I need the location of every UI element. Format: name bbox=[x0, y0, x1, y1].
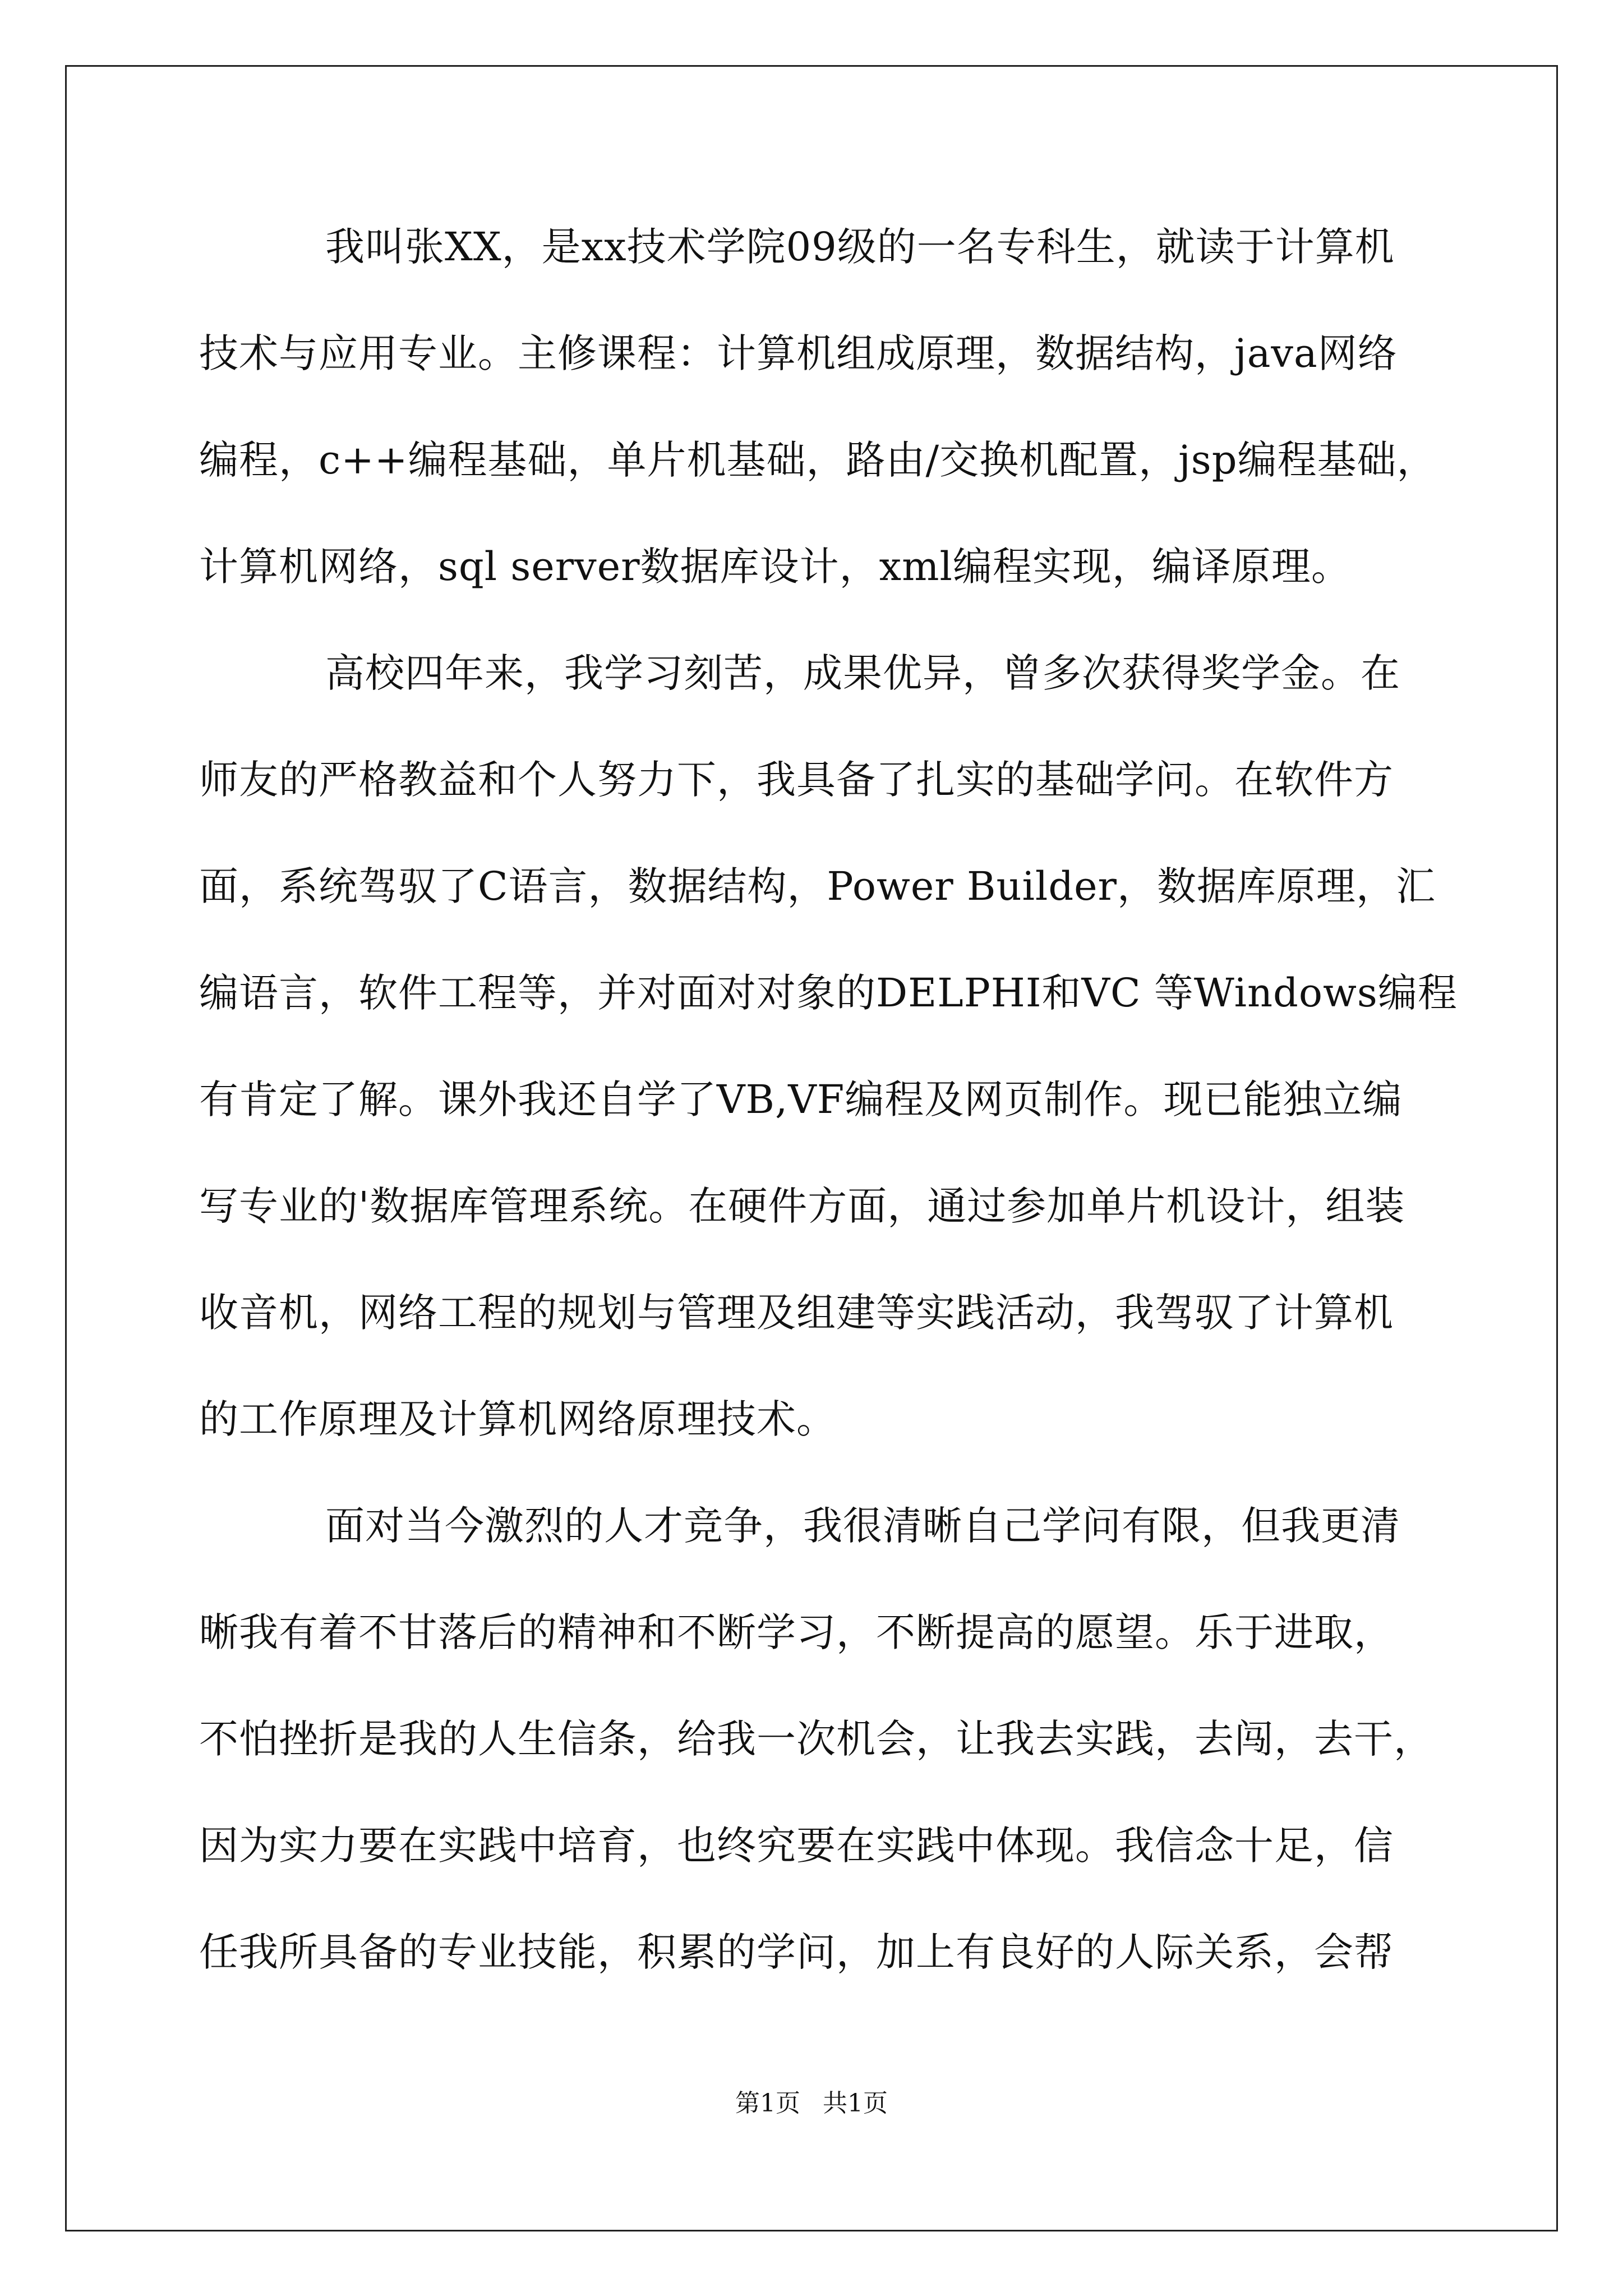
paragraph-3-line-2: 晰我有着不甘落后的精神和不断学习，不断提高的愿望。乐于进取， bbox=[199, 1609, 1394, 1655]
paragraph-2-line-5: 有肯定了解。课外我还自学了VB,VF编程及网页制作。现已能独立编 bbox=[199, 1076, 1403, 1122]
page-border bbox=[65, 65, 1558, 2231]
page-total-label: 共1页 bbox=[823, 2089, 888, 2118]
paragraph-3-line-3: 不怕挫折是我的人生信条，给我一次机会，让我去实践，去闯，去干， bbox=[199, 1716, 1433, 1762]
paragraph-3-line-1: 面对当今激烈的人才竞争，我很清晰自己学问有限，但我更清 bbox=[325, 1503, 1400, 1549]
paragraph-2-line-7: 收音机，网络工程的规划与管理及组建等实践活动，我驾驭了计算机 bbox=[199, 1290, 1394, 1336]
paragraph-2-line-1: 高校四年来，我学习刻苦，成果优异，曾多次获得奖学金。在 bbox=[325, 650, 1400, 696]
paragraph-2-line-4: 编语言，软件工程等，并对面对对象的DELPHI和VC 等Windows编程 bbox=[199, 970, 1458, 1016]
paragraph-2-line-2: 师友的严格教益和个人努力下，我具备了扎实的基础学问。在软件方 bbox=[199, 757, 1394, 803]
paragraph-3-line-5: 任我所具备的专业技能，积累的学问，加上有良好的人际关系，会帮 bbox=[199, 1929, 1394, 1975]
paragraph-3-line-4: 因为实力要在实践中培育，也终究要在实践中体现。我信念十足，信 bbox=[199, 1823, 1394, 1869]
page-footer bbox=[0, 2087, 1623, 2120]
paragraph-2-line-8: 的工作原理及计算机网络原理技术。 bbox=[199, 1396, 836, 1442]
paragraph-1-line-3: 编程，c++编程基础，单片机基础，路由/交换机配置，jsp编程基础， bbox=[199, 437, 1437, 483]
paragraph-1-line-4: 计算机网络，sql server数据库设计，xml编程实现，编译原理。 bbox=[199, 544, 1351, 590]
paragraph-1-line-2: 技术与应用专业。主修课程：计算机组成原理，数据结构，java网络 bbox=[199, 330, 1398, 376]
page-number-label: 第1页 bbox=[735, 2089, 800, 2118]
paragraph-1-line-1: 我叫张XX，是xx技术学院09级的一名专科生，就读于计算机 bbox=[325, 224, 1395, 270]
paragraph-2-line-6: 写专业的'数据库管理系统。在硬件方面，通过参加单片机设计，组装 bbox=[199, 1183, 1405, 1229]
paragraph-2-line-3: 面，系统驾驭了C语言，数据结构，Power Builder，数据库原理，汇 bbox=[199, 863, 1436, 909]
